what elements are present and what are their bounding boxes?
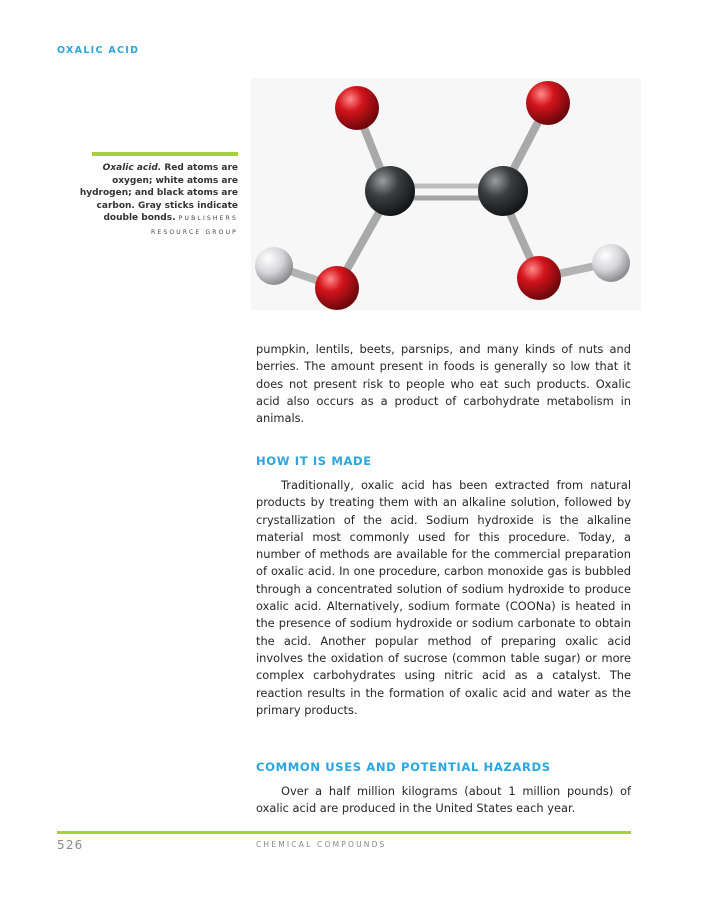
body-paragraph: Traditionally, oxalic acid has been extracted from natural products by treating them with an alkaline solution, followed by crystallization of the acid. Sodium hydroxide is the alkaline material most commonly used for this procedure. Today, a number of methods are available for the commercial preparation of oxalic acid. In one procedure, carbon monoxide gas is bubbled through a concentrated solution of sodium hydroxide to produce oxalic acid. Alternatively, sodium formate (COONa) is heated in the presence of sodium hydroxide or sodium carbonate to obtain the acid. Another popular method of preparing oxalic acid involves the oxidation of sucrose (common table sugar) or more complex carbohydrates using nitric acid as a catalyst. The reaction results in the formation of oxalic acid and water as the primary products.: [256, 478, 631, 717]
caption-lead: Oxalic acid.: [102, 163, 162, 173]
oxygen-atom: [526, 81, 570, 125]
footer-rule: [57, 831, 631, 834]
oxygen-atom: [335, 86, 379, 130]
oxygen-atom: [517, 256, 561, 300]
hydrogen-atom: [255, 247, 293, 285]
carbon-atom: [478, 166, 528, 216]
oxalic-acid-molecule-image: [251, 78, 641, 310]
carbon-atom: [365, 166, 415, 216]
page-number: 526: [57, 838, 84, 852]
section-heading-how-it-is-made: HOW IT IS MADE: [256, 454, 372, 468]
photo-credit: PUBLISHERS RESOURCE GROUP: [151, 215, 238, 236]
section-heading-common-uses: COMMON USES AND POTENTIAL HAZARDS: [256, 760, 551, 774]
book-title: CHEMICAL COMPOUNDS: [256, 840, 387, 849]
caption-text: Red atoms are oxygen; white atoms are hydrogen; and black atoms are carbon. Gray sticks indicate double bonds.: [79, 163, 238, 224]
oxygen-atom: [315, 266, 359, 310]
running-head: OXALIC ACID: [57, 45, 140, 56]
body-paragraph: Over a half million kilograms (about 1 million pounds) of oxalic acid are produced in the United States each year.: [256, 784, 631, 816]
bonds: [275, 105, 609, 287]
body-paragraph: pumpkin, lentils, beets, parsnips, and many kinds of nuts and berries. The amount present in foods is generally so low that it does not present risk to people who eat such products. Oxalic acid also occurs as a product of carbohydrate metabolism in animals.: [256, 342, 631, 426]
caption-rule: [92, 152, 238, 156]
figure-caption: [60, 162, 238, 240]
hydrogen-atom: [592, 244, 630, 282]
